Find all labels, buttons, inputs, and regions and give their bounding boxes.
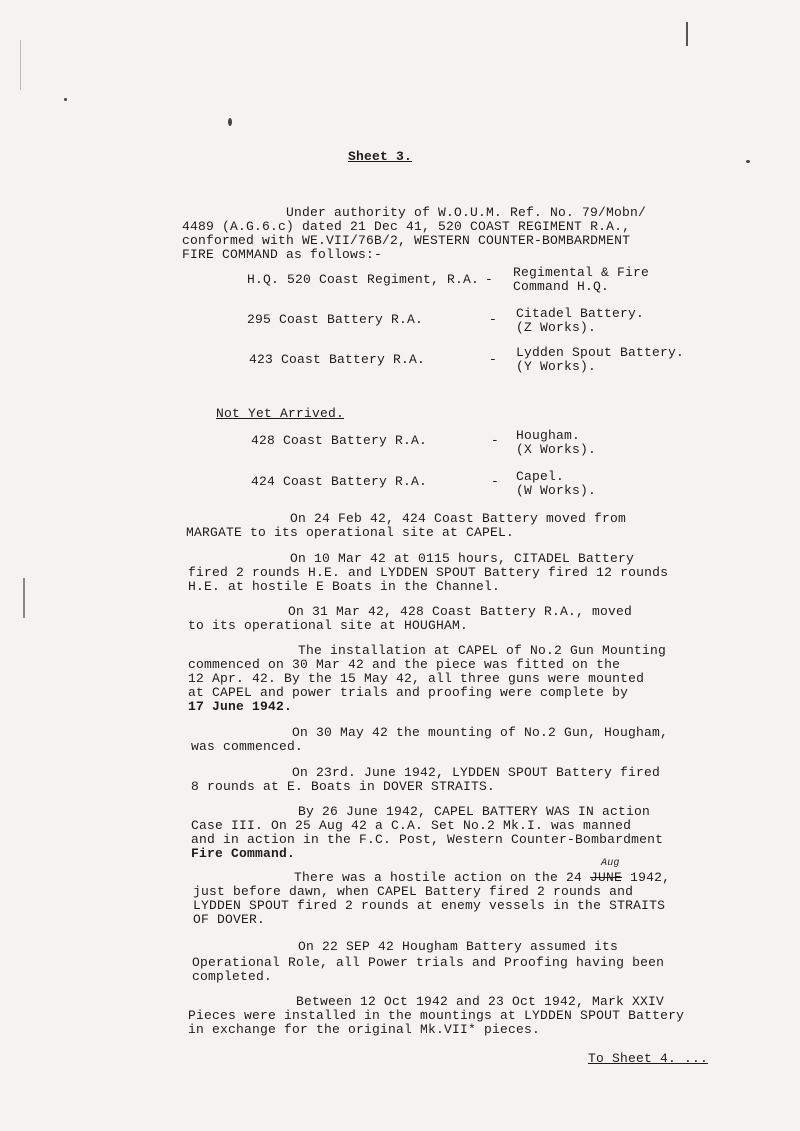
paragraph-line: just before dawn, when CAPEL Battery fired 2 rounds and: [193, 884, 634, 899]
paragraph-line: H.E. at hostile E Boats in the Channel.: [188, 579, 501, 594]
margin-mark: [686, 22, 688, 46]
paragraph-line: Between 12 Oct 1942 and 23 Oct 1942, Mark XXIV: [296, 994, 665, 1009]
continuation-note: To Sheet 4. ...: [587, 1051, 708, 1066]
paragraph-line: On 23rd. June 1942, LYDDEN SPOUT Battery fired: [292, 765, 661, 780]
paragraph-line: was commenced.: [191, 739, 304, 754]
unit-role: (W Works).: [516, 483, 597, 498]
intro-line: conformed with WE.VII/76B/2, WESTERN COUNTER-BOMBARDMENT: [182, 233, 631, 248]
paragraph-line: Operational Role, all Power trials and Proofing having been: [192, 955, 665, 970]
paragraph-line: Pieces were installed in the mountings at LYDDEN SPOUT Battery: [188, 1008, 685, 1023]
unit-name: 295 Coast Battery R.A.: [247, 312, 424, 327]
sheet-title: Sheet 3.: [348, 149, 413, 164]
unit-role: Command H.Q.: [513, 279, 610, 294]
dash: -: [489, 352, 498, 367]
paragraph-line: LYDDEN SPOUT fired 2 rounds at enemy vessels in the STRAITS: [193, 898, 666, 913]
unit-name: 423 Coast Battery R.A.: [249, 352, 426, 367]
punch-mark: [23, 578, 25, 618]
dash: -: [485, 272, 494, 287]
paragraph-line: and in action in the F.C. Post, Western Counter-Bombardment: [191, 832, 664, 847]
intro-line: FIRE COMMAND as follows:-: [182, 247, 383, 262]
paragraph-line: On 31 Mar 42, 428 Coast Battery R.A., moved: [288, 604, 633, 619]
unit-role: (Y Works).: [516, 359, 597, 374]
ink-speck: [746, 160, 750, 163]
ink-speck: [228, 118, 232, 126]
dash: -: [491, 433, 500, 448]
paragraph-line: The installation at CAPEL of No.2 Gun Mounting: [298, 643, 667, 658]
paragraph-line: There was a hostile action on the 24 JUNE 1942,: [294, 870, 671, 885]
paragraph-line: On 30 May 42 the mounting of No.2 Gun, Hougham,: [292, 725, 669, 740]
unit-name: H.Q. 520 Coast Regiment, R.A.: [247, 272, 480, 287]
ink-speck: [64, 98, 67, 101]
paragraph-line: fired 2 rounds H.E. and LYDDEN SPOUT Battery fired 12 rounds: [188, 565, 669, 580]
paragraph-line: 8 rounds at E. Boats in DOVER STRAITS.: [191, 779, 496, 794]
dash: -: [491, 474, 500, 489]
paragraph-line: Fire Command.: [191, 846, 296, 861]
paragraph-line: 12 Apr. 42. By the 15 May 42, all three guns were mounted: [188, 671, 645, 686]
paragraph-line: On 22 SEP 42 Hougham Battery assumed its: [298, 939, 619, 954]
unit-role: Regimental & Fire: [513, 265, 650, 280]
unit-name: 424 Coast Battery R.A.: [251, 474, 428, 489]
margin-mark: [20, 40, 21, 90]
paragraph-line: commenced on 30 Mar 42 and the piece was fitted on the: [188, 657, 621, 672]
paragraph-line: OF DOVER.: [193, 912, 266, 927]
unit-role: (X Works).: [516, 442, 597, 457]
paragraph-line: at CAPEL and power trials and proofing were complete by: [188, 685, 629, 700]
unit-role: Citadel Battery.: [516, 306, 645, 321]
paragraph-line: By 26 June 1942, CAPEL BATTERY WAS IN action: [298, 804, 651, 819]
paragraph-line: On 10 Mar 42 at 0115 hours, CITADEL Battery: [290, 551, 635, 566]
paragraph-line: Case III. On 25 Aug 42 a C.A. Set No.2 Mk.I. was manned: [191, 818, 632, 833]
handwritten-amendment: Aug: [601, 858, 620, 869]
paragraph-line: 17 June 1942.: [188, 699, 293, 714]
unit-name: 428 Coast Battery R.A.: [251, 433, 428, 448]
paragraph-line: MARGATE to its operational site at CAPEL.: [186, 525, 515, 540]
paragraph-line: in exchange for the original Mk.VII* pieces.: [188, 1022, 541, 1037]
intro-line: 4489 (A.G.6.c) dated 21 Dec 41, 520 COAST REGIMENT R.A.,: [182, 219, 631, 234]
struck-text: JUNE: [590, 870, 623, 885]
unit-role: (Z Works).: [516, 320, 597, 335]
intro-line: Under authority of W.O.U.M. Ref. No. 79/Mobn/: [286, 205, 647, 220]
dash: -: [489, 312, 498, 327]
paragraph-line: completed.: [192, 969, 273, 984]
unit-role: Lydden Spout Battery.: [516, 345, 685, 360]
section-heading: Not Yet Arrived.: [216, 406, 345, 421]
unit-role: Capel.: [516, 469, 565, 484]
paragraph-line: On 24 Feb 42, 424 Coast Battery moved from: [290, 511, 627, 526]
unit-role: Hougham.: [516, 428, 581, 443]
paragraph-line: to its operational site at HOUGHAM.: [188, 618, 469, 633]
